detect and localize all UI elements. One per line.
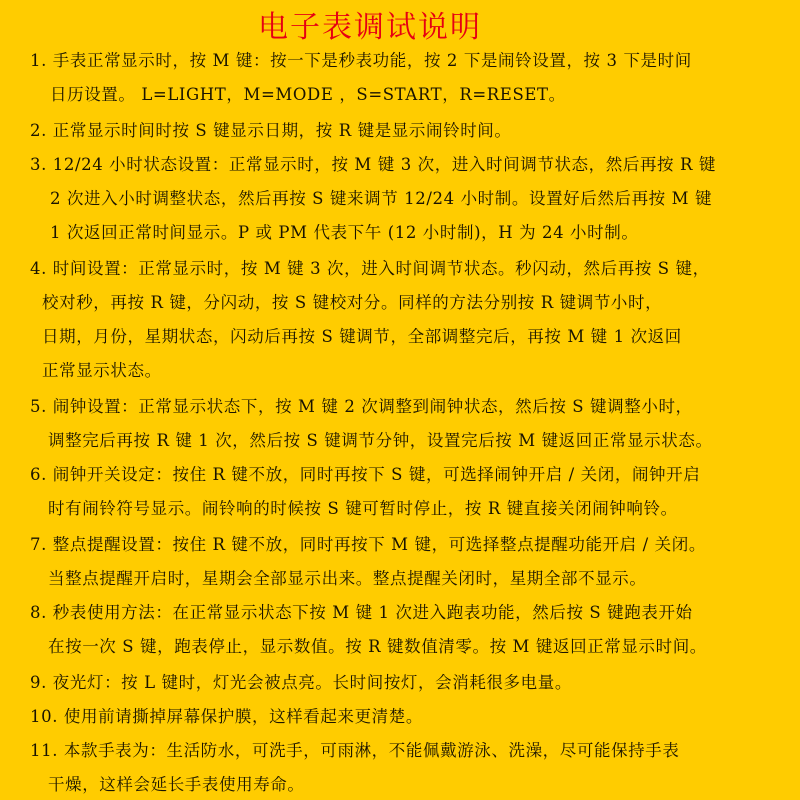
paragraph-6-line-1: 6. 闹钟开关设定：按住 R 键不放，同时再按下 S 键，可选择闹钟开启 / 关闭，闹钟开启 <box>30 465 701 484</box>
paragraph-1-line-2: 日历设置。 L=LIGHT，M=MODE ，S=START，R=RESET。 <box>50 85 566 104</box>
paragraph-4-line-2: 校对秒，再按 R 键，分闪动，按 S 键校对分。同样的方法分别按 R 键调节小时， <box>42 293 663 312</box>
paragraph-11-line-2: 干燥，这样会延长手表使用寿命。 <box>48 775 305 794</box>
paragraph-5-line-1: 5. 闹钟设置：正常显示状态下，按 M 键 2 次调整到闹钟状态，然后按 S 键调整小时， <box>30 397 693 416</box>
paragraph-3-line-1: 3. 12/24 小时状态设置：正常显示时，按 M 键 3 次，进入时间调节状态，然后再按 R 键 <box>30 155 716 174</box>
paragraph-4-line-4: 正常显示状态。 <box>42 361 162 380</box>
paragraph-5-line-2: 调整完后再按 R 键 1 次，然后按 S 键调节分钟，设置完后按 M 键返回正常显示状态。 <box>48 431 713 450</box>
paragraph-7-line-2: 当整点提醒开启时，星期会全部显示出来。整点提醒关闭时，星期全部不显示。 <box>48 569 647 588</box>
paragraph-6-line-2: 时有闹铃符号显示。闹铃响的时候按 S 键可暂时停止，按 R 键直接关闭闹钟响铃。 <box>48 499 678 518</box>
paragraph-9-line-1: 9. 夜光灯：按 L 键时，灯光会被点亮。长时间按灯，会消耗很多电量。 <box>30 673 572 692</box>
page-title: 电子表调试说明 <box>258 10 482 45</box>
paragraph-4-line-1: 4. 时间设置：正常显示时，按 M 键 3 次，进入时间调节状态。秒闪动，然后再按 S 键， <box>30 259 710 278</box>
paragraph-4-line-3: 日期，月份，星期状态，闪动后再按 S 键调节，全部调整完后，再按 M 键 1 次返回 <box>42 327 682 346</box>
paragraph-8-line-2: 在按一次 S 键，跑表停止，显示数值。按 R 键数值清零。按 M 键返回正常显示时间。 <box>48 637 707 656</box>
paragraph-1-line-1: 1. 手表正常显示时，按 M 键：按一下是秒表功能，按 2 下是闹铃设置，按 3 下是时间 <box>30 51 692 70</box>
paragraph-3-line-2: 2 次进入小时调整状态，然后再按 S 键来调节 12/24 小时制。设置好后然后再按 M 键 <box>50 189 713 208</box>
paragraph-3-line-3: 1 次返回正常时间显示。P 或 PM 代表下午 (12 小时制)，H 为 24 小时制。 <box>50 223 639 242</box>
paragraph-10-line-1: 10. 使用前请撕掉屏幕保护膜，这样看起来更清楚。 <box>30 707 423 726</box>
paragraph-7-line-1: 7. 整点提醒设置：按住 R 键不放，同时再按下 M 键，可选择整点提醒功能开启 / 关闭。 <box>30 535 706 554</box>
paragraph-11-line-1: 11. 本款手表为：生活防水，可洗手，可雨淋，不能佩戴游泳、洗澡，尽可能保持手表 <box>30 741 680 760</box>
paragraph-2-line-1: 2. 正常显示时间时按 S 键显示日期，按 R 键是显示闹铃时间。 <box>30 121 512 140</box>
paragraph-8-line-1: 8. 秒表使用方法：在正常显示状态下按 M 键 1 次进入跑表功能，然后按 S 键跑表开始 <box>30 603 693 622</box>
